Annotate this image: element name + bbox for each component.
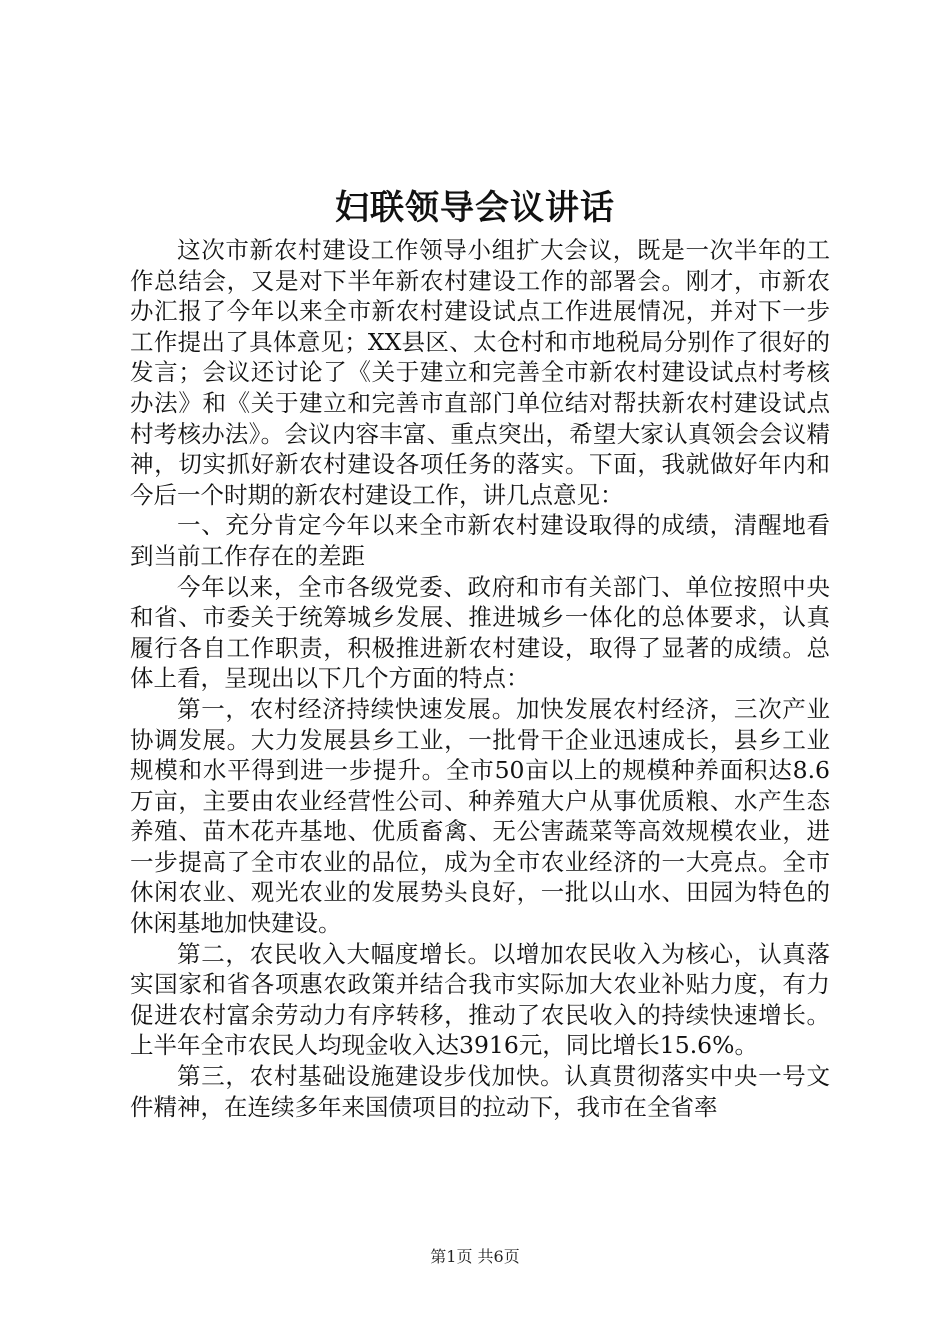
paragraph-overview: 今年以来，全市各级党委、政府和市有关部门、单位按照中央和省、市委关于统筹城乡发展、推进城乡一体化的总体要求，认真履行各自工作职责，积极推进新农村建设，取得了显著的成绩。总体上看，呈现出以下几个方面的特点：	[130, 572, 830, 693]
paragraph-point-three: 第三，农村基础设施建设步伐加快。认真贯彻落实中央一号文件精神，在连续多年来国债项目的拉动下，我市在全省率	[130, 1062, 830, 1121]
paragraph-point-two: 第二，农民收入大幅度增长。以增加农民收入为核心，认真落实国家和省各项惠农政策并结合我市实际加大农业补贴力度，有力促进农村富余劳动力有序转移，推动了农民收入的持续快速增长。上半年全市农民人均现金收入达3916元，同比增长15.6%。	[130, 939, 830, 1060]
paragraph-section-heading: 一、充分肯定今年以来全市新农村建设取得的成绩，清醒地看到当前工作存在的差距	[130, 511, 830, 570]
document-title: 妇联领导会议讲话	[335, 188, 615, 228]
paragraph-intro: 这次市新农村建设工作领导小组扩大会议，既是一次半年的工作总结会，又是对下半年新农村建设工作的部署会。刚才，市新农办汇报了今年以来全市新农村建设试点工作进展情况，并对下一步工作提出了具体意见；XX县区、太仓村和市地税局分别作了很好的发言；会议还讨论了《关于建立和完善全市新农村建设试点村考核办法》和《关于建立和完善市直部门单位结对帮扶新农村建设试点村考核办法》。会议内容丰富、重点突出，希望大家认真领会会议精神，切实抓好新农村建设各项任务的落实。下面，我就做好年内和今后一个时期的新农村建设工作，讲几点意见：	[130, 236, 830, 509]
paragraph-point-one: 第一，农村经济持续快速发展。加快发展农村经济，三次产业协调发展。大力发展县乡工业，一批骨干企业迅速成长，县乡工业规模和水平得到进一步提升。全市50亩以上的规模种养面积达8.6万亩，主要由农业经营性公司、种养殖大户从事优质粮、水产生态养殖、苗木花卉基地、优质畜禽、无公害蔬菜等高效规模农业，进一步提高了全市农业的品位，成为全市农业经济的一大亮点。全市休闲农业、观光农业的发展势头良好，一批以山水、田园为特色的休闲基地加快建设。	[130, 694, 830, 938]
page-footer: 第1页 共6页	[430, 1247, 520, 1266]
document-body	[130, 235, 830, 1122]
